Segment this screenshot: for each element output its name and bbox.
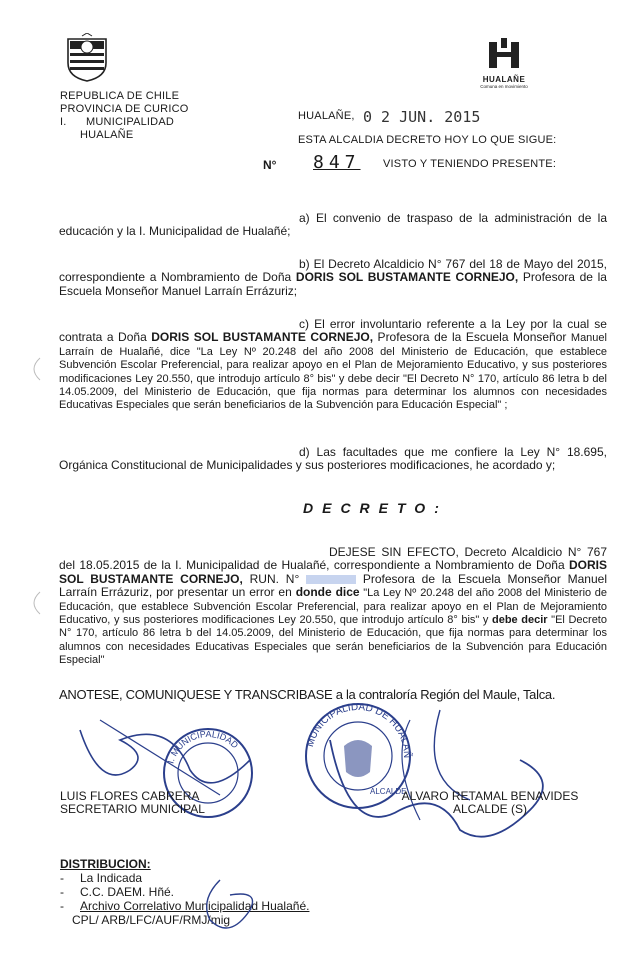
teacher-name: DORIS SOL BUSTAMANTE CORNEJO,	[59, 558, 608, 586]
mayor-seal-text: MUNICIPALIDAD DE HUALAÑ	[304, 701, 413, 759]
considerando-b-rest-2: Profesora de la Escuela Monseñor Manuel Larraín Errázuriz;	[59, 270, 607, 298]
decreto-line4-post: "La Ley Nº	[359, 587, 417, 600]
considerando-d	[59, 446, 607, 473]
teacher-name: DORIS SOL BUSTAMANTE CORNEJO,	[151, 330, 374, 345]
initials: CPL/ ARB/LFC/AUF/RMJ/mig	[72, 913, 231, 927]
redacted-run	[306, 575, 356, 584]
decree-number-prefix: N°	[263, 158, 277, 172]
logo-subtext: Comuna en movimiento	[480, 84, 528, 89]
mayor-seal-bottom: ALCALDE	[370, 787, 407, 796]
decreto-body	[59, 546, 607, 667]
distribution-block	[60, 857, 309, 927]
decreto-body-2: "El Decreto N° 170, artículo 86 letra b del 14.05.2009, del Ministerio de Educación, que fija normas para determinar los alumnos con necesidades Educativas Especiales que serán beneficiarios de la Subvención para Educación Especial"	[59, 614, 607, 667]
considerando-a-rest: la educación y la I. Municipalidad de Hualañé;	[59, 211, 607, 239]
header-line: REPUBLICA DE CHILE	[60, 90, 180, 102]
secretary-name: LUIS FLORES CABRERA	[60, 789, 200, 803]
considerando-c-line2-post: Profesora de la Escuela Monseñor	[373, 330, 567, 345]
decreto-run: RUN. N°	[242, 571, 307, 586]
decreto-line4-pre: Escuela Monseñor Manuel Larraín Errázuriz, por presentar un error en	[59, 571, 607, 600]
mayor-signature-icon	[320, 700, 580, 850]
debe-decir: debe decir	[492, 614, 548, 627]
intro-text: ESTA ALCALDIA DECRETO HOY LO QUE SIGUE:	[298, 134, 557, 146]
punch-hole-icon	[26, 356, 42, 382]
considerando-b-rest-1: 2015, correspondiente a Nombramiento de Doña	[59, 257, 607, 285]
punch-hole-icon	[26, 590, 42, 616]
list-item: - Archivo Correlativo Municipalidad Hualañé.	[60, 899, 310, 913]
hualane-logo	[474, 38, 534, 89]
donde-dice: donde dice	[295, 585, 360, 600]
header-line: I. MUNICIPALIDAD	[60, 116, 175, 128]
header-line: PROVINCIA DE CURICO	[60, 103, 189, 115]
decreto-title: DECRETO:	[303, 500, 448, 516]
considerando-c-body: Manuel Larraín de Hualañé, dice "La Ley Nº 20.248 del año 2008 del Ministerio de Educación, que establece Subvención Escolar Preferencial, para realizar apoyo en el Plan de Mejoramiento Educativo, y sus posteriores modificaciones Ley 20.550, que introdujo artículo 8° bis" y debe decir "El Decreto N° 170, artículo 86 letra b del 14.05.2009, del Ministerio de Educación, que fija normas para determinar los alumnos con necesidades Educativas Especiales que serán beneficiarios de la Subvención para Educación Especial" ;	[59, 332, 607, 412]
header-line: HUALAÑE	[80, 129, 134, 141]
decreto-line2: 767 del 18.05.2015 de la I. Municipalidad de Hualañé, correspondiente a Nombramiento de	[59, 545, 607, 573]
considerando-c-lead: c) El error involuntario referente a la Ley por la cual	[299, 317, 590, 331]
secretary-title: SECRETARIO MUNICIPAL	[60, 802, 205, 816]
city-label: HUALAÑE,	[298, 110, 355, 122]
logo-text: HUALAÑE	[482, 75, 526, 84]
distribution-title: DISTRIBUCION:	[60, 857, 151, 871]
decreto-dona: Doña	[535, 558, 569, 573]
considerando-d-lead: d) Las facultades que me confiere la Ley N°	[299, 445, 561, 459]
anotese-line: ANOTESE, COMUNIQUESE Y TRANSCRIBASE a la contraloría Región del Maule, Talca.	[59, 687, 556, 702]
hualane-logo-icon	[487, 38, 521, 70]
considerando-b	[59, 258, 607, 298]
header-institution	[60, 90, 189, 142]
decreto-after-run: Profesora de la	[356, 571, 452, 586]
list-item: - La Indicada	[60, 871, 143, 885]
considerando-a-lead: a) El convenio de traspaso de la administración de	[299, 211, 592, 225]
mayor-title: ALCALDE (S)	[452, 802, 528, 816]
decree-number: 847	[313, 152, 361, 173]
date-stamp: 0 2 JUN. 2015	[363, 108, 481, 126]
mayor-block	[390, 790, 590, 816]
considerando-b-lead: b) El Decreto Alcaldicio N° 767 del 18 de Mayo del	[299, 257, 574, 271]
considerando-c-line2-pre: se contrata a Doña	[59, 317, 607, 345]
decreto-lead: DEJESE SIN EFECTO, Decreto Alcaldicio N°	[329, 545, 582, 559]
secretary-block	[60, 790, 205, 816]
considerando-a	[59, 212, 607, 239]
decreto-body-1: 20.248 del año 2008 del Ministerio de Educación, que establece Subvención Escolar Preferencial, para realizar apoyo en el Plan de Mejoramiento Educativo, y sus posteriores modificaciones Ley 20.550, que introdujo artículo 8° bis" y	[59, 587, 608, 627]
initials-scribble-icon	[190, 870, 270, 940]
visto-text: VISTO Y TENIENDO PRESENTE:	[383, 158, 557, 170]
considerando-c	[59, 318, 607, 412]
teacher-name: DORIS SOL BUSTAMANTE CORNEJO,	[295, 270, 519, 285]
mayor-name: ALVARO RETAMAL BENAVIDES	[401, 789, 579, 803]
list-item: - C.C. DAEM. Hñé.	[60, 885, 175, 899]
coat-of-arms-icon	[64, 33, 110, 83]
considerando-d-rest: 18.695, Orgánica Constitucional de Municipalidades y sus posteriores modificaciones, he acordado y;	[59, 445, 607, 473]
secretary-seal-text: I. MUNICIPALIDAD	[165, 728, 241, 765]
